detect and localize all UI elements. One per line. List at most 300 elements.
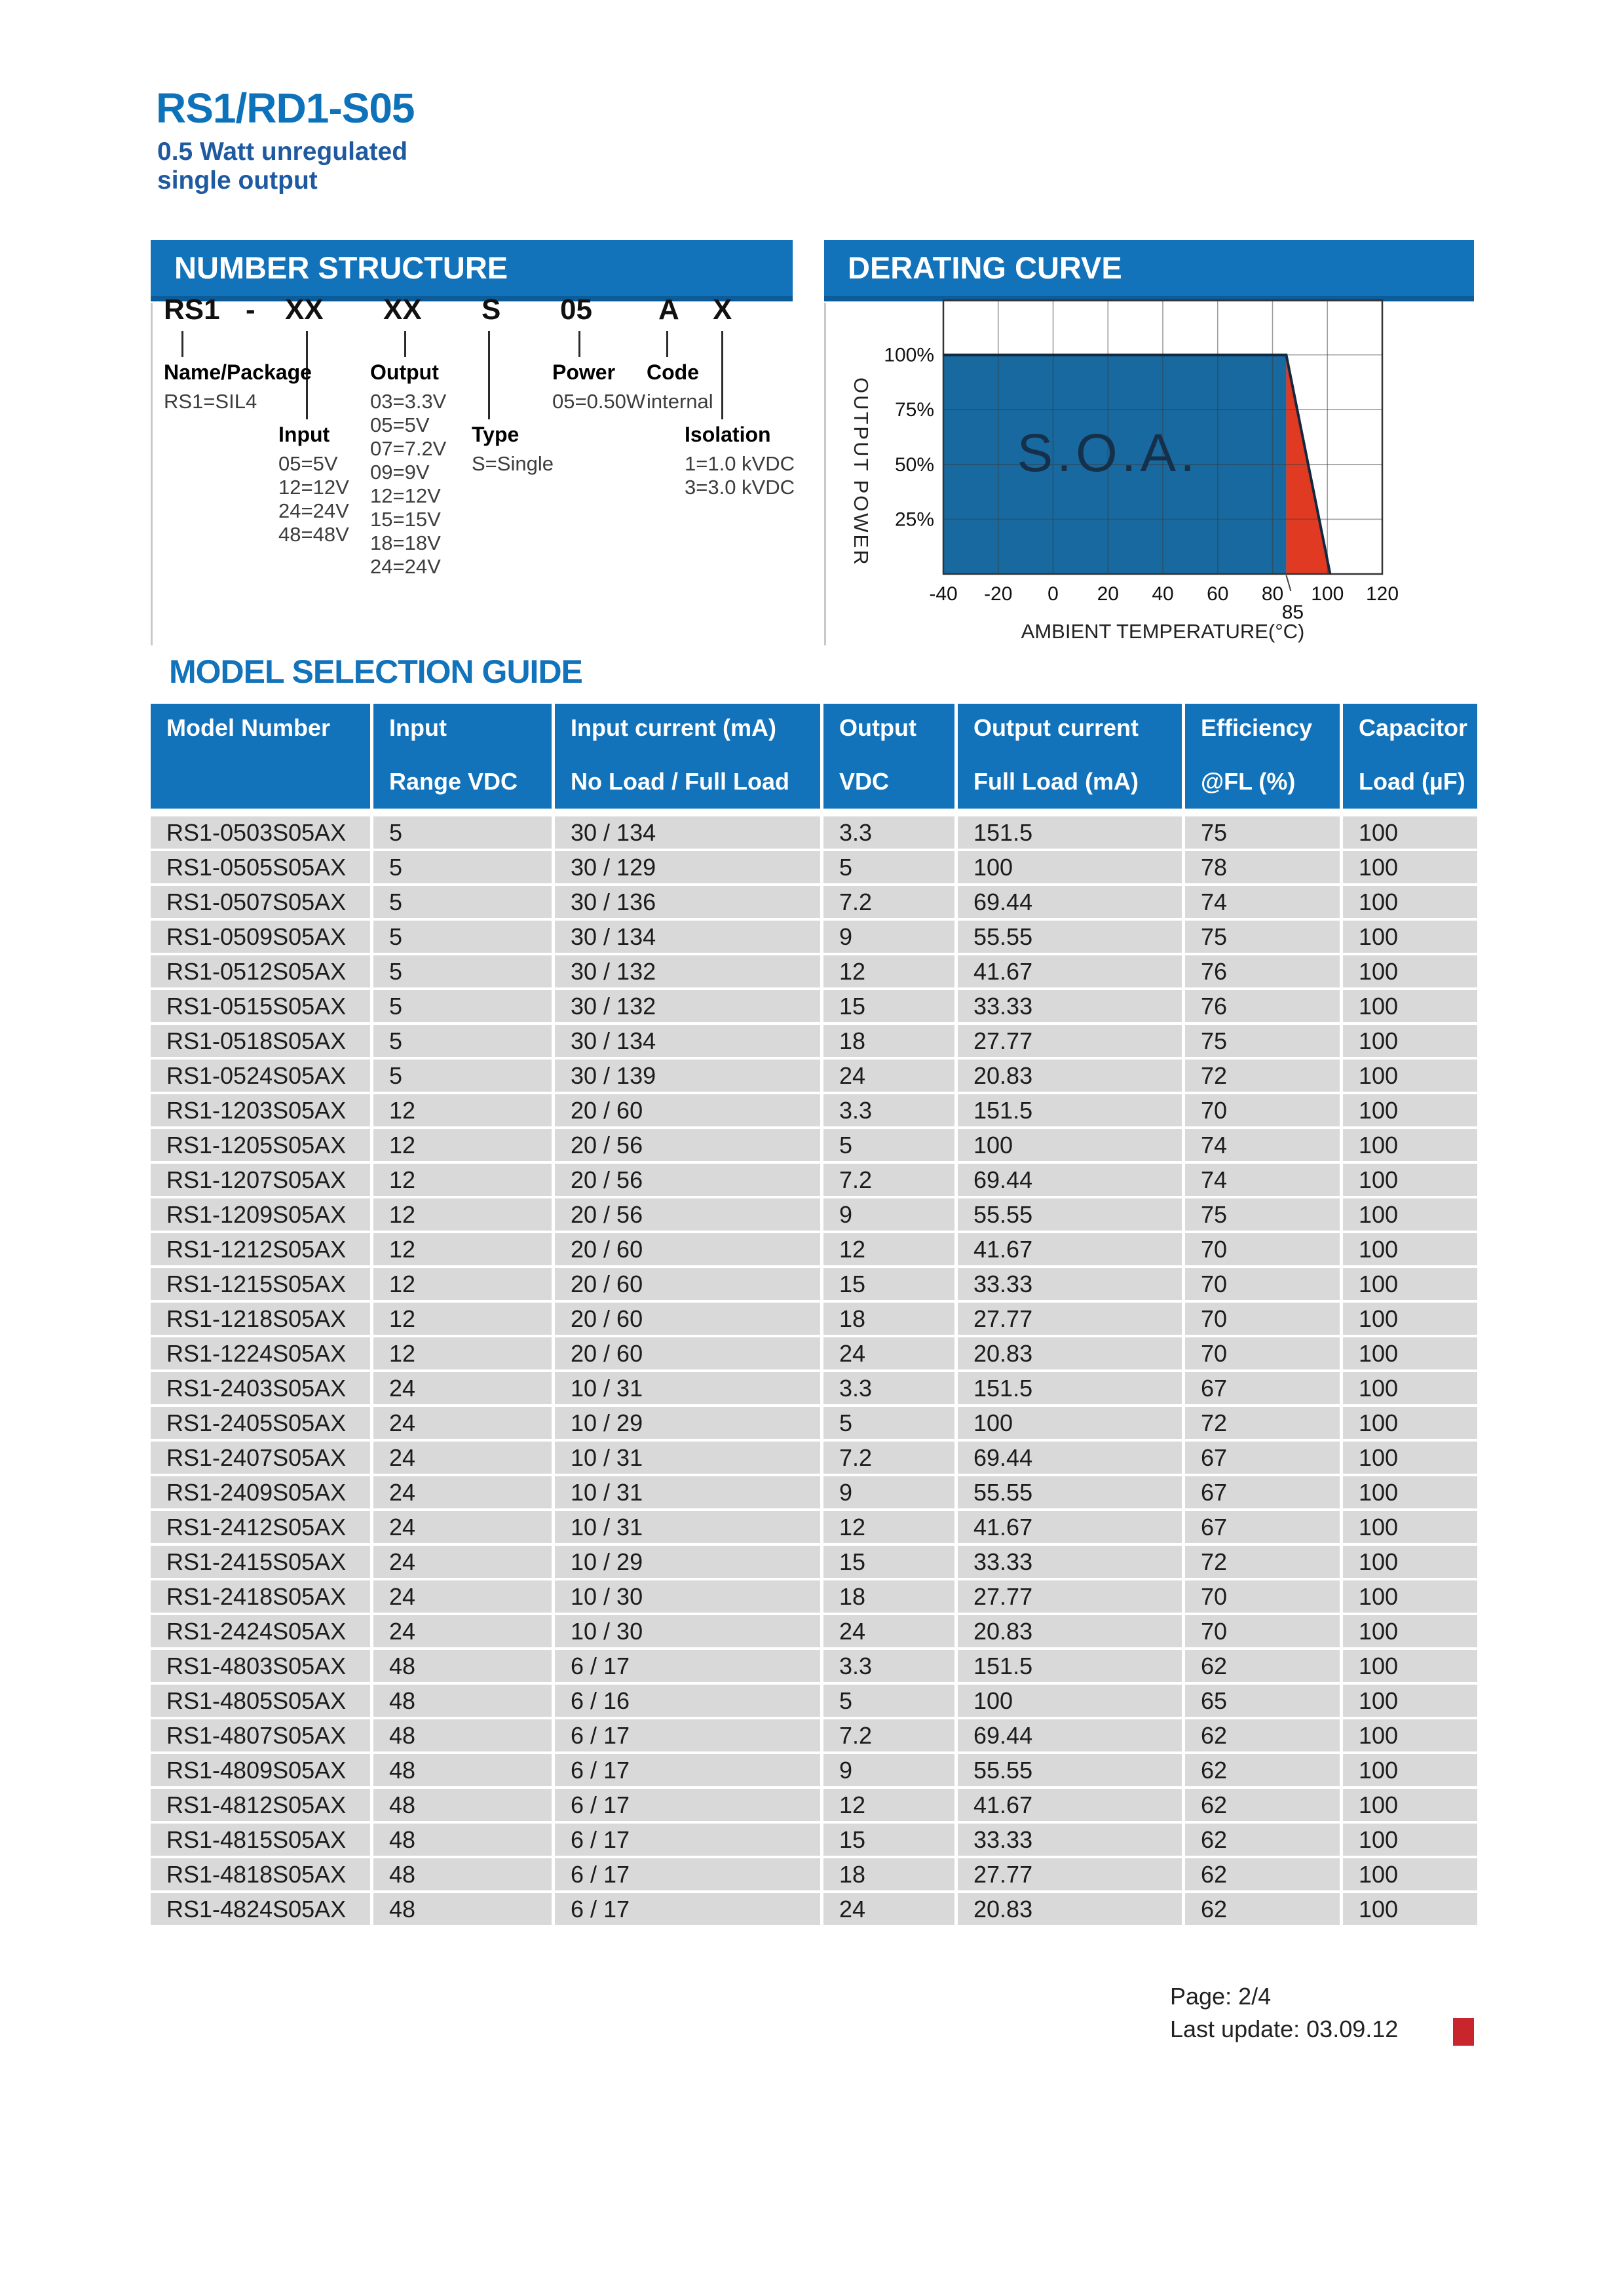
footer-page-number: Page: 2/4 — [1170, 1983, 1272, 2010]
table-cell: 41.67 — [958, 955, 1182, 987]
table-cell-model-number: RS1-1209S05AX — [151, 1198, 370, 1231]
table-cell: 12 — [823, 955, 954, 987]
table-cell: 100 — [1343, 1060, 1477, 1092]
table-cell-model-number: RS1-4805S05AX — [151, 1685, 370, 1717]
table-cell: 15 — [823, 1268, 954, 1300]
table-cell: 33.33 — [958, 990, 1182, 1022]
table-cell: 67 — [1185, 1442, 1340, 1474]
table-cell-model-number: RS1-1224S05AX — [151, 1337, 370, 1369]
y-tick-label: 25% — [894, 508, 934, 531]
table-cell: 5 — [823, 1407, 954, 1439]
table-cell: 75 — [1185, 1025, 1340, 1057]
ns-group-name-package — [164, 360, 312, 413]
ns-group-label: Isolation — [685, 423, 771, 446]
table-cell: 24 — [373, 1615, 552, 1647]
table-cell: 70 — [1185, 1337, 1340, 1369]
table-cell: 33.33 — [958, 1546, 1182, 1578]
ns-group-label: Input — [278, 423, 330, 446]
table-cell-model-number: RS1-2409S05AX — [151, 1476, 370, 1508]
table-cell: 72 — [1185, 1546, 1340, 1578]
table-cell: 100 — [1343, 1094, 1477, 1126]
table-cell: 100 — [1343, 1233, 1477, 1265]
table-cell: 151.5 — [958, 1650, 1182, 1682]
table-cell: 6 / 17 — [555, 1893, 820, 1925]
table-cell-model-number: RS1-0524S05AX — [151, 1060, 370, 1092]
y-axis-title: OUTPUT POWER — [850, 377, 873, 567]
table-cell: 27.77 — [958, 1303, 1182, 1335]
table-cell: 70 — [1185, 1580, 1340, 1613]
table-cell: 20 / 60 — [555, 1303, 820, 1335]
table-cell: 62 — [1185, 1789, 1340, 1821]
table-cell: 55.55 — [958, 1198, 1182, 1231]
ns-group-power — [552, 360, 645, 413]
col-header-input-range: Input Range VDC — [373, 704, 552, 809]
table-cell: 75 — [1185, 1198, 1340, 1231]
footer-red-mark — [1453, 2018, 1474, 2046]
table-cell: 6 / 17 — [555, 1824, 820, 1856]
model-guide-heading: MODEL SELECTION GUIDE — [169, 653, 582, 690]
table-cell: 100 — [1343, 1372, 1477, 1404]
table-cell: 7.2 — [823, 1442, 954, 1474]
table-cell: 151.5 — [958, 1372, 1182, 1404]
table-cell: 100 — [1343, 1650, 1477, 1682]
ns-group-isolation — [685, 423, 795, 499]
ns-token-output: XX — [383, 294, 422, 326]
table-cell: 30 / 134 — [555, 921, 820, 953]
ns-group-type — [472, 423, 554, 476]
connector-line — [488, 331, 490, 419]
x-axis-title: AMBIENT TEMPERATURE(°C) — [1021, 620, 1305, 643]
table-cell: 27.77 — [958, 1858, 1182, 1890]
table-header-row — [151, 704, 1477, 809]
table-cell-model-number: RS1-2403S05AX — [151, 1372, 370, 1404]
table-cell: 74 — [1185, 1129, 1340, 1161]
table-cell: 70 — [1185, 1094, 1340, 1126]
table-cell: 100 — [958, 1407, 1182, 1439]
table-cell: 15 — [823, 1824, 954, 1856]
table-cell: 20 / 60 — [555, 1233, 820, 1265]
table-cell: 5 — [373, 1025, 552, 1057]
table-cell: 30 / 134 — [555, 816, 820, 849]
table-cell: 18 — [823, 1303, 954, 1335]
table-cell: 20 / 60 — [555, 1337, 820, 1369]
table-cell: 12 — [373, 1233, 552, 1265]
table-cell: 18 — [823, 1025, 954, 1057]
ns-group-output — [370, 360, 446, 579]
ns-group-item: 1=1.0 kVDC — [685, 452, 795, 475]
table-cell-model-number: RS1-1205S05AX — [151, 1129, 370, 1161]
y-tick-label: 50% — [894, 453, 934, 476]
table-cell: 7.2 — [823, 1719, 954, 1751]
col-header-model-number: Model Number — [151, 704, 370, 809]
table-cell: 15 — [823, 1546, 954, 1578]
table-cell: 5 — [823, 1685, 954, 1717]
ns-group-item: 05=5V — [278, 452, 338, 475]
table-cell: 15 — [823, 990, 954, 1022]
table-cell-model-number: RS1-4803S05AX — [151, 1650, 370, 1682]
table-cell: 100 — [1343, 816, 1477, 849]
table-cell: 74 — [1185, 886, 1340, 918]
table-cell: 18 — [823, 1580, 954, 1613]
table-cell: 67 — [1185, 1511, 1340, 1543]
table-cell-model-number: RS1-2412S05AX — [151, 1511, 370, 1543]
ns-group-item: 18=18V — [370, 531, 441, 554]
col-header-capacitor-load: Capacitor Load (µF) — [1343, 704, 1477, 809]
table-cell: 24 — [373, 1476, 552, 1508]
table-cell: 6 / 17 — [555, 1650, 820, 1682]
table-cell: 27.77 — [958, 1025, 1182, 1057]
x-tick-label: 60 — [1207, 583, 1229, 605]
table-cell: 10 / 29 — [555, 1546, 820, 1578]
x-tick-label-85: 85 — [1281, 602, 1304, 623]
col-header-efficiency: Efficiency @FL (%) — [1185, 704, 1340, 809]
table-cell: 6 / 17 — [555, 1789, 820, 1821]
table-cell: 62 — [1185, 1754, 1340, 1786]
table-cell: 12 — [373, 1268, 552, 1300]
page-subtitle-line2: single output — [157, 166, 318, 195]
table-cell: 27.77 — [958, 1580, 1182, 1613]
ns-token-input: XX — [285, 294, 324, 326]
table-cell: 100 — [1343, 1858, 1477, 1890]
table-cell: 5 — [373, 955, 552, 987]
connector-line — [721, 331, 723, 419]
col-header-output-vdc: Output VDC — [823, 704, 954, 809]
table-cell: 6 / 16 — [555, 1685, 820, 1717]
table-cell: 20 / 60 — [555, 1094, 820, 1126]
table-cell: 41.67 — [958, 1789, 1182, 1821]
ns-group-item: internal — [647, 390, 713, 413]
ns-group-item: 09=9V — [370, 461, 430, 484]
table-cell-model-number: RS1-1218S05AX — [151, 1303, 370, 1335]
table-cell: 33.33 — [958, 1824, 1182, 1856]
table-cell: 3.3 — [823, 1094, 954, 1126]
table-cell: 69.44 — [958, 1719, 1182, 1751]
table-cell: 48 — [373, 1685, 552, 1717]
ns-group-label: Type — [472, 423, 519, 446]
table-cell: 75 — [1185, 921, 1340, 953]
table-cell: 5 — [373, 990, 552, 1022]
table-cell: 100 — [1343, 1407, 1477, 1439]
table-cell-model-number: RS1-1207S05AX — [151, 1164, 370, 1196]
col-header-output-current: Output current Full Load (mA) — [958, 704, 1182, 809]
table-cell: 24 — [823, 1893, 954, 1925]
table-cell: 18 — [823, 1858, 954, 1890]
ns-group-item: 48=48V — [278, 523, 349, 546]
table-cell: 30 / 129 — [555, 851, 820, 883]
table-cell-model-number: RS1-4809S05AX — [151, 1754, 370, 1786]
table-cell: 33.33 — [958, 1268, 1182, 1300]
table-cell: 100 — [1343, 1719, 1477, 1751]
table-cell: 24 — [823, 1060, 954, 1092]
number-structure-header: NUMBER STRUCTURE — [151, 240, 793, 301]
ns-group-item: 07=7.2V — [370, 437, 447, 460]
table-cell-model-number: RS1-0515S05AX — [151, 990, 370, 1022]
table-cell: 48 — [373, 1858, 552, 1890]
table-cell: 100 — [1343, 955, 1477, 987]
table-cell: 48 — [373, 1893, 552, 1925]
table-cell: 12 — [823, 1789, 954, 1821]
ns-group-item: 12=12V — [278, 476, 349, 499]
table-cell: 12 — [823, 1233, 954, 1265]
table-cell-model-number: RS1-1215S05AX — [151, 1268, 370, 1300]
table-cell: 67 — [1185, 1372, 1340, 1404]
table-cell: 62 — [1185, 1858, 1340, 1890]
table-cell: 100 — [1343, 886, 1477, 918]
ns-group-item: 3=3.0 kVDC — [685, 476, 795, 499]
table-cell: 3.3 — [823, 816, 954, 849]
table-cell: 12 — [373, 1303, 552, 1335]
table-cell: 70 — [1185, 1268, 1340, 1300]
table-cell: 69.44 — [958, 1442, 1182, 1474]
ns-group-item: RS1=SIL4 — [164, 390, 257, 413]
table-cell: 48 — [373, 1719, 552, 1751]
table-cell: 9 — [823, 1754, 954, 1786]
table-cell: 24 — [823, 1615, 954, 1647]
table-cell: 67 — [1185, 1476, 1340, 1508]
table-cell: 74 — [1185, 1164, 1340, 1196]
connector-line — [578, 331, 580, 357]
ns-token-name: RS1 — [164, 294, 220, 326]
table-cell: 12 — [373, 1164, 552, 1196]
ns-group-code — [647, 360, 713, 413]
table-cell: 100 — [958, 851, 1182, 883]
table-cell: 100 — [1343, 1303, 1477, 1335]
y-tick-label: 100% — [884, 344, 934, 366]
table-cell: 100 — [958, 1129, 1182, 1161]
table-cell: 20.83 — [958, 1337, 1182, 1369]
table-cell: 70 — [1185, 1233, 1340, 1265]
table-cell: 41.67 — [958, 1511, 1182, 1543]
table-cell: 10 / 29 — [555, 1407, 820, 1439]
table-cell: 20.83 — [958, 1060, 1182, 1092]
table-cell-model-number: RS1-0505S05AX — [151, 851, 370, 883]
table-cell: 55.55 — [958, 1476, 1182, 1508]
ns-group-item: 12=12V — [370, 484, 441, 507]
table-cell: 10 / 31 — [555, 1442, 820, 1474]
ns-group-item: 24=24V — [278, 499, 349, 522]
ns-group-input — [278, 423, 349, 546]
derating-chart — [835, 290, 1490, 644]
table-cell: 48 — [373, 1789, 552, 1821]
table-cell: 100 — [1343, 1615, 1477, 1647]
table-cell: 69.44 — [958, 1164, 1182, 1196]
derating-curve-header: DERATING CURVE — [824, 240, 1474, 301]
table-cell: 30 / 136 — [555, 886, 820, 918]
table-cell: 72 — [1185, 1407, 1340, 1439]
table-cell: 3.3 — [823, 1372, 954, 1404]
table-cell-model-number: RS1-2407S05AX — [151, 1442, 370, 1474]
ns-token-type: S — [482, 294, 501, 326]
x-tick-label: 0 — [1048, 583, 1059, 605]
table-cell: 6 / 17 — [555, 1858, 820, 1890]
col-header-input-current: Input current (mA) No Load / Full Load — [555, 704, 820, 809]
table-cell: 100 — [1343, 1198, 1477, 1231]
table-cell: 12 — [373, 1094, 552, 1126]
table-cell: 100 — [1343, 1442, 1477, 1474]
table-cell: 10 / 30 — [555, 1580, 820, 1613]
table-cell: 100 — [1343, 1268, 1477, 1300]
page-subtitle-line1: 0.5 Watt unregulated — [157, 138, 408, 166]
table-cell: 24 — [373, 1546, 552, 1578]
table-cell: 100 — [1343, 1546, 1477, 1578]
table-cell: 48 — [373, 1824, 552, 1856]
ns-group-label: Output — [370, 360, 439, 384]
table-cell: 62 — [1185, 1719, 1340, 1751]
table-cell: 100 — [1343, 1824, 1477, 1856]
table-cell: 5 — [823, 851, 954, 883]
table-cell-model-number: RS1-4815S05AX — [151, 1824, 370, 1856]
table-cell: 20 / 56 — [555, 1164, 820, 1196]
table-cell: 100 — [1343, 1164, 1477, 1196]
table-cell: 5 — [373, 1060, 552, 1092]
table-cell: 5 — [823, 1129, 954, 1161]
table-cell: 55.55 — [958, 921, 1182, 953]
ns-group-item: 03=3.3V — [370, 390, 447, 413]
table-cell: 100 — [1343, 1337, 1477, 1369]
table-cell: 30 / 139 — [555, 1060, 820, 1092]
table-cell: 151.5 — [958, 1094, 1182, 1126]
table-cell: 10 / 31 — [555, 1511, 820, 1543]
ns-group-label: Name/Package — [164, 360, 312, 384]
table-cell: 12 — [373, 1129, 552, 1161]
table-cell: 75 — [1185, 816, 1340, 849]
table-cell-model-number: RS1-2424S05AX — [151, 1615, 370, 1647]
number-structure-left-border — [151, 303, 153, 645]
table-cell: 41.67 — [958, 1233, 1182, 1265]
x-tick-label: 40 — [1152, 583, 1174, 605]
table-cell: 20.83 — [958, 1893, 1182, 1925]
ns-token-isolation: X — [713, 294, 732, 326]
table-cell: 100 — [1343, 1893, 1477, 1925]
table-cell: 24 — [373, 1372, 552, 1404]
connector-line — [404, 331, 406, 357]
table-cell: 6 / 17 — [555, 1719, 820, 1751]
table-cell: 9 — [823, 921, 954, 953]
ns-group-item: 15=15V — [370, 508, 441, 531]
x-tick-label: -40 — [929, 583, 958, 605]
table-cell: 100 — [1343, 990, 1477, 1022]
table-cell-model-number: RS1-4807S05AX — [151, 1719, 370, 1751]
table-cell: 151.5 — [958, 816, 1182, 849]
table-cell: 24 — [373, 1407, 552, 1439]
table-cell: 100 — [1343, 921, 1477, 953]
table-cell: 62 — [1185, 1893, 1340, 1925]
connector-line — [181, 331, 183, 357]
table-cell: 20 / 60 — [555, 1268, 820, 1300]
table-cell-model-number: RS1-2415S05AX — [151, 1546, 370, 1578]
table-cell: 55.55 — [958, 1754, 1182, 1786]
table-cell-model-number: RS1-4812S05AX — [151, 1789, 370, 1821]
table-cell: 12 — [373, 1198, 552, 1231]
table-cell: 20 / 56 — [555, 1198, 820, 1231]
table-cell: 5 — [373, 921, 552, 953]
x-tick-label: 80 — [1261, 583, 1284, 605]
table-cell: 9 — [823, 1198, 954, 1231]
table-cell: 6 / 17 — [555, 1754, 820, 1786]
derating-left-border — [824, 303, 826, 645]
table-cell-model-number: RS1-0503S05AX — [151, 816, 370, 849]
table-cell: 5 — [373, 816, 552, 849]
table-cell: 48 — [373, 1650, 552, 1682]
table-cell: 65 — [1185, 1685, 1340, 1717]
table-cell: 30 / 134 — [555, 1025, 820, 1057]
table-cell: 100 — [1343, 1511, 1477, 1543]
table-cell: 24 — [373, 1442, 552, 1474]
table-cell: 24 — [823, 1337, 954, 1369]
table-cell-model-number: RS1-4818S05AX — [151, 1858, 370, 1890]
ns-token-code: A — [658, 294, 679, 326]
table-cell: 100 — [1343, 1685, 1477, 1717]
tick-85-leader — [1286, 575, 1291, 591]
x-tick-label: 20 — [1097, 583, 1119, 605]
table-cell: 12 — [373, 1337, 552, 1369]
table-cell-model-number: RS1-1212S05AX — [151, 1233, 370, 1265]
table-cell-model-number: RS1-1203S05AX — [151, 1094, 370, 1126]
table-cell-model-number: RS1-2418S05AX — [151, 1580, 370, 1613]
table-cell: 24 — [373, 1511, 552, 1543]
ns-token-dash: - — [246, 294, 255, 326]
table-cell: 100 — [1343, 1789, 1477, 1821]
table-cell-model-number: RS1-2405S05AX — [151, 1407, 370, 1439]
y-tick-label: 75% — [894, 399, 934, 421]
table-cell: 30 / 132 — [555, 990, 820, 1022]
table-cell-model-number: RS1-0509S05AX — [151, 921, 370, 953]
table-cell: 76 — [1185, 955, 1340, 987]
table-cell-model-number: RS1-4824S05AX — [151, 1893, 370, 1925]
table-cell: 20.83 — [958, 1615, 1182, 1647]
table-cell: 7.2 — [823, 1164, 954, 1196]
page-title: RS1/RD1-S05 — [156, 85, 415, 132]
table-body — [151, 816, 1477, 1925]
table-cell: 76 — [1185, 990, 1340, 1022]
soa-annotation: S.O.A. — [1017, 423, 1199, 483]
table-cell: 100 — [958, 1685, 1182, 1717]
table-cell: 5 — [373, 851, 552, 883]
ns-group-item: 05=0.50W — [552, 390, 646, 413]
connector-line — [666, 331, 668, 357]
x-tick-label: 100 — [1311, 583, 1344, 605]
table-cell: 100 — [1343, 1754, 1477, 1786]
table-cell: 100 — [1343, 851, 1477, 883]
table-cell: 69.44 — [958, 886, 1182, 918]
ns-group-label: Code — [647, 360, 699, 384]
table-cell: 100 — [1343, 1129, 1477, 1161]
table-cell-model-number: RS1-0518S05AX — [151, 1025, 370, 1057]
table-cell: 62 — [1185, 1824, 1340, 1856]
table-cell: 62 — [1185, 1650, 1340, 1682]
table-cell: 7.2 — [823, 886, 954, 918]
table-cell: 100 — [1343, 1025, 1477, 1057]
table-cell: 78 — [1185, 851, 1340, 883]
table-cell: 9 — [823, 1476, 954, 1508]
table-cell: 100 — [1343, 1580, 1477, 1613]
table-cell: 30 / 132 — [555, 955, 820, 987]
table-cell: 5 — [373, 886, 552, 918]
table-cell: 100 — [1343, 1476, 1477, 1508]
x-tick-label: -20 — [984, 583, 1013, 605]
table-cell: 3.3 — [823, 1650, 954, 1682]
table-cell: 72 — [1185, 1060, 1340, 1092]
table-cell: 70 — [1185, 1615, 1340, 1647]
ns-group-label: Power — [552, 360, 616, 384]
table-cell: 48 — [373, 1754, 552, 1786]
table-cell: 10 / 31 — [555, 1476, 820, 1508]
ns-group-item: 05=5V — [370, 413, 430, 436]
table-cell: 10 / 30 — [555, 1615, 820, 1647]
table-cell-model-number: RS1-0512S05AX — [151, 955, 370, 987]
table-cell: 20 / 56 — [555, 1129, 820, 1161]
x-tick-label: 120 — [1365, 583, 1399, 605]
